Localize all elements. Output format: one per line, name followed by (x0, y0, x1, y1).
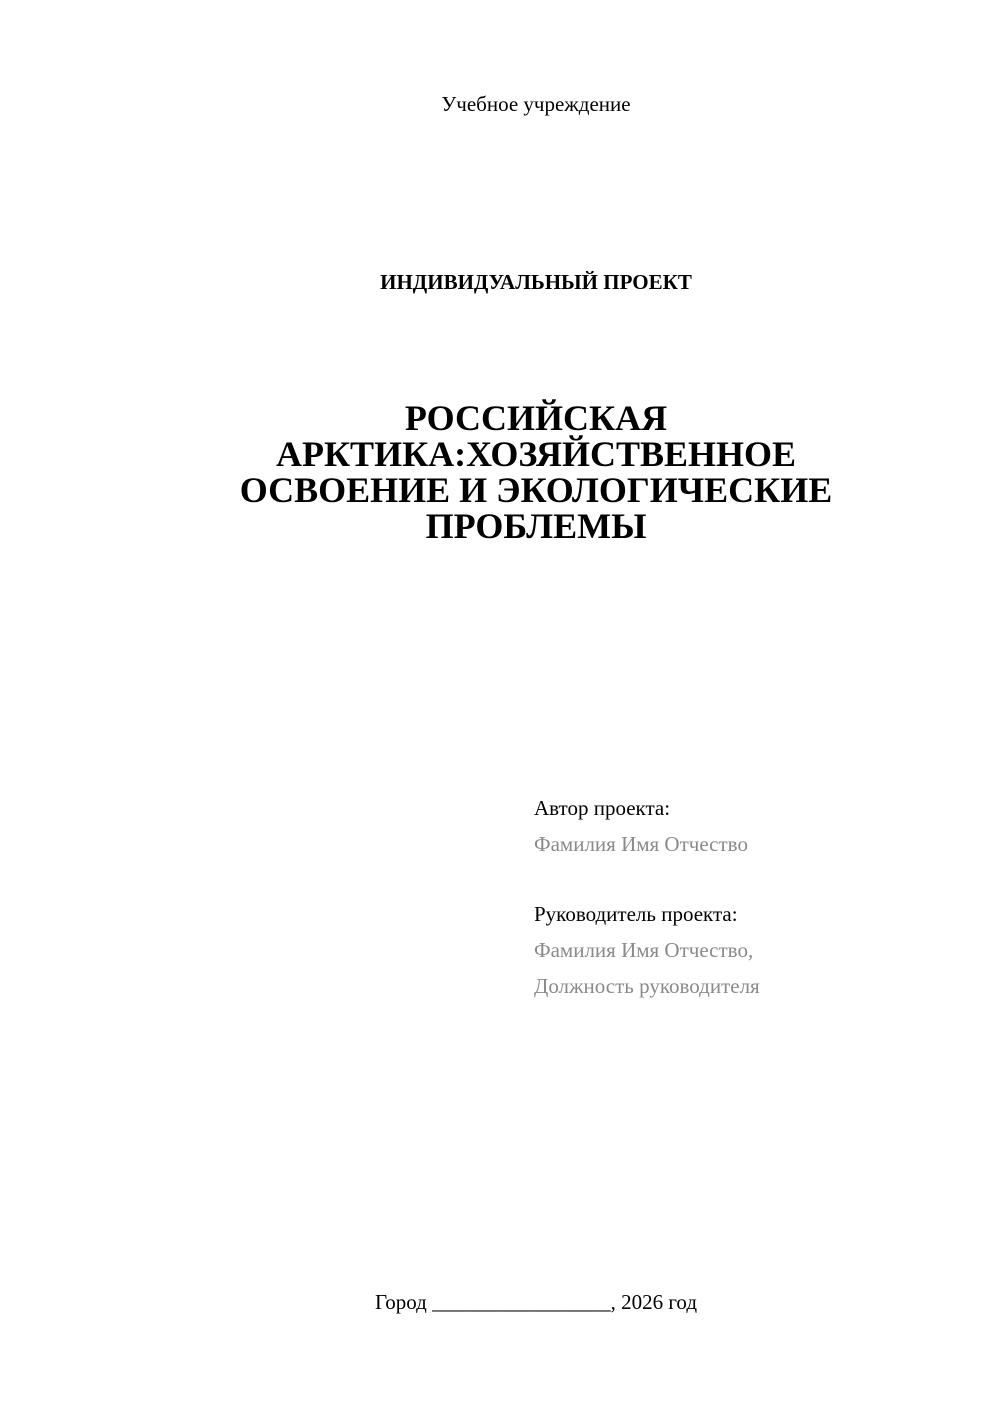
project-title-line: ОСВОЕНИЕ И ЭКОЛОГИЧЕСКИЕ (239, 470, 833, 510)
year-text: , 2026 год (610, 1290, 698, 1314)
city-label: Город (374, 1290, 427, 1314)
supervisor-label: Руководитель проекта: (534, 902, 738, 926)
city-year-line (0, 1290, 1000, 1315)
credits-block (534, 790, 760, 1004)
institution-name: Учебное учреждение (441, 92, 631, 116)
supervisor-position: Должность руководителя (534, 974, 760, 998)
author-label: Автор проекта: (534, 796, 671, 820)
supervisor-name: Фамилия Имя Отчество, (534, 938, 754, 962)
project-title-line: ПРОБЛЕМЫ (425, 506, 647, 546)
author-name: Фамилия Имя Отчество (534, 832, 748, 856)
spacer (534, 862, 760, 896)
project-type-heading: ИНДИВИДУАЛЬНЫЙ ПРОЕКТ (380, 270, 692, 294)
project-title-line: РОССИЙСКАЯ (404, 398, 668, 438)
project-title-line: АРКТИКА:ХОЗЯЙСТВЕННОЕ (275, 434, 797, 474)
project-title (170, 400, 902, 544)
city-blank: _________________ (432, 1290, 611, 1314)
